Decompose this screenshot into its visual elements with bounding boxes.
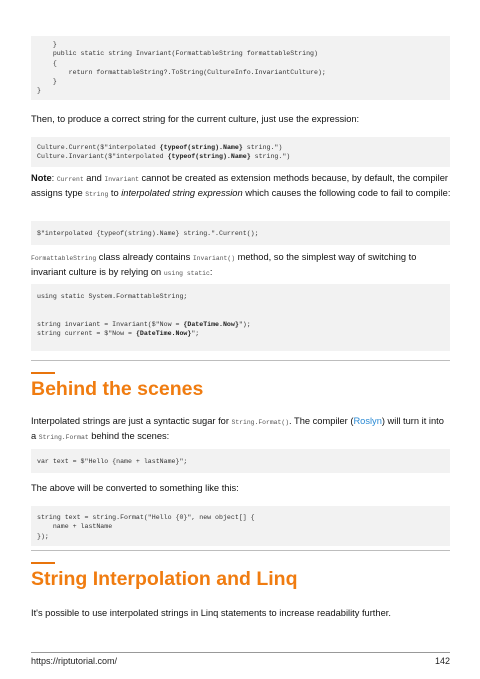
code-line: { bbox=[37, 59, 57, 67]
inline-code: String.Format bbox=[38, 433, 89, 441]
paragraph-current-culture: Then, to produce a correct string for the current culture, just use the expression: bbox=[31, 114, 360, 124]
section-heading-string-interpolation-linq: String Interpolation and Linq bbox=[31, 568, 298, 590]
code-block-string-format bbox=[31, 506, 450, 546]
code-line: } bbox=[37, 78, 57, 86]
code-line: string text = string.Format("Hello {0}", new object[] { bbox=[37, 514, 255, 521]
heading-accent-bar bbox=[31, 372, 55, 374]
emphasis-text: interpolated string expression bbox=[121, 187, 243, 198]
inline-code: Invariant bbox=[104, 176, 139, 183]
section-divider bbox=[31, 360, 450, 361]
code-line: using static System.FormattableString; bbox=[37, 293, 188, 300]
code-line: string current = $"Now = {DateTime.Now}"; bbox=[37, 330, 200, 338]
code-block-culture-expressions bbox=[31, 137, 450, 167]
code-line: $"interpolated {typeof(string).Name} string.".Current(); bbox=[37, 230, 259, 237]
paragraph-converted: The above will be converted to something like this: bbox=[31, 483, 239, 493]
code-line: return formattableString?.ToString(CultureInfo.InvariantCulture); bbox=[37, 68, 326, 76]
roslyn-link[interactable]: Roslyn bbox=[353, 416, 382, 426]
code-line: Culture.Invariant($"interpolated {typeof(string).Name} string.") bbox=[37, 153, 291, 161]
code-line: }); bbox=[37, 532, 49, 540]
section-heading-behind-the-scenes: Behind the scenes bbox=[31, 378, 204, 400]
code-line: var text = $"Hello {name + lastName}"; bbox=[37, 458, 188, 465]
paragraph-syntactic-sugar: Interpolated strings are just a syntactic sugar for String.Format(). The compiler (Roslyn) will turn it into a String.Format behind the scenes: bbox=[31, 416, 444, 441]
code-block-interpolated-example bbox=[31, 449, 450, 473]
page-number: 142 bbox=[434, 656, 450, 666]
code-block-invariant-method bbox=[31, 36, 450, 100]
note-label: Note bbox=[31, 173, 52, 183]
inline-code: Current bbox=[56, 176, 84, 183]
section-divider bbox=[31, 550, 450, 551]
code-line: } bbox=[37, 87, 41, 95]
inline-code: FormattableString bbox=[31, 255, 97, 262]
code-block-using-static bbox=[31, 284, 450, 351]
inline-code: Invariant() bbox=[192, 255, 236, 262]
footer-url[interactable]: https://riptutorial.com/ bbox=[31, 656, 118, 666]
inline-code: using static bbox=[163, 269, 210, 277]
paragraph-formattablestring: FormattableString class already contains Invariant() method, so the simplest way of switching to invariant culture is by relying on using static: bbox=[31, 252, 417, 277]
paragraph-linq: It's possible to use interpolated strings in Linq statements to increase readability further. bbox=[31, 608, 391, 618]
code-block-failing-code bbox=[31, 221, 450, 245]
code-line: string invariant = Invariant($"Now = {DateTime.Now}"); bbox=[37, 320, 251, 328]
heading-accent-bar bbox=[31, 562, 55, 564]
code-line: name + lastName bbox=[37, 523, 113, 531]
inline-code: String.Format() bbox=[231, 419, 290, 426]
inline-code: String bbox=[85, 190, 109, 198]
footer-divider bbox=[31, 652, 450, 653]
code-line: public static string Invariant(FormattableString formattableString) bbox=[37, 50, 318, 58]
note-paragraph: Note: Current and Invariant cannot be created as extension methods because, by default, the compiler assigns type String to interpolated string expression which causes the following code to fail to compile: bbox=[31, 173, 451, 198]
code-line: } bbox=[37, 41, 57, 48]
code-line: Culture.Current($"interpolated {typeof(string).Name} string.") bbox=[37, 144, 283, 151]
